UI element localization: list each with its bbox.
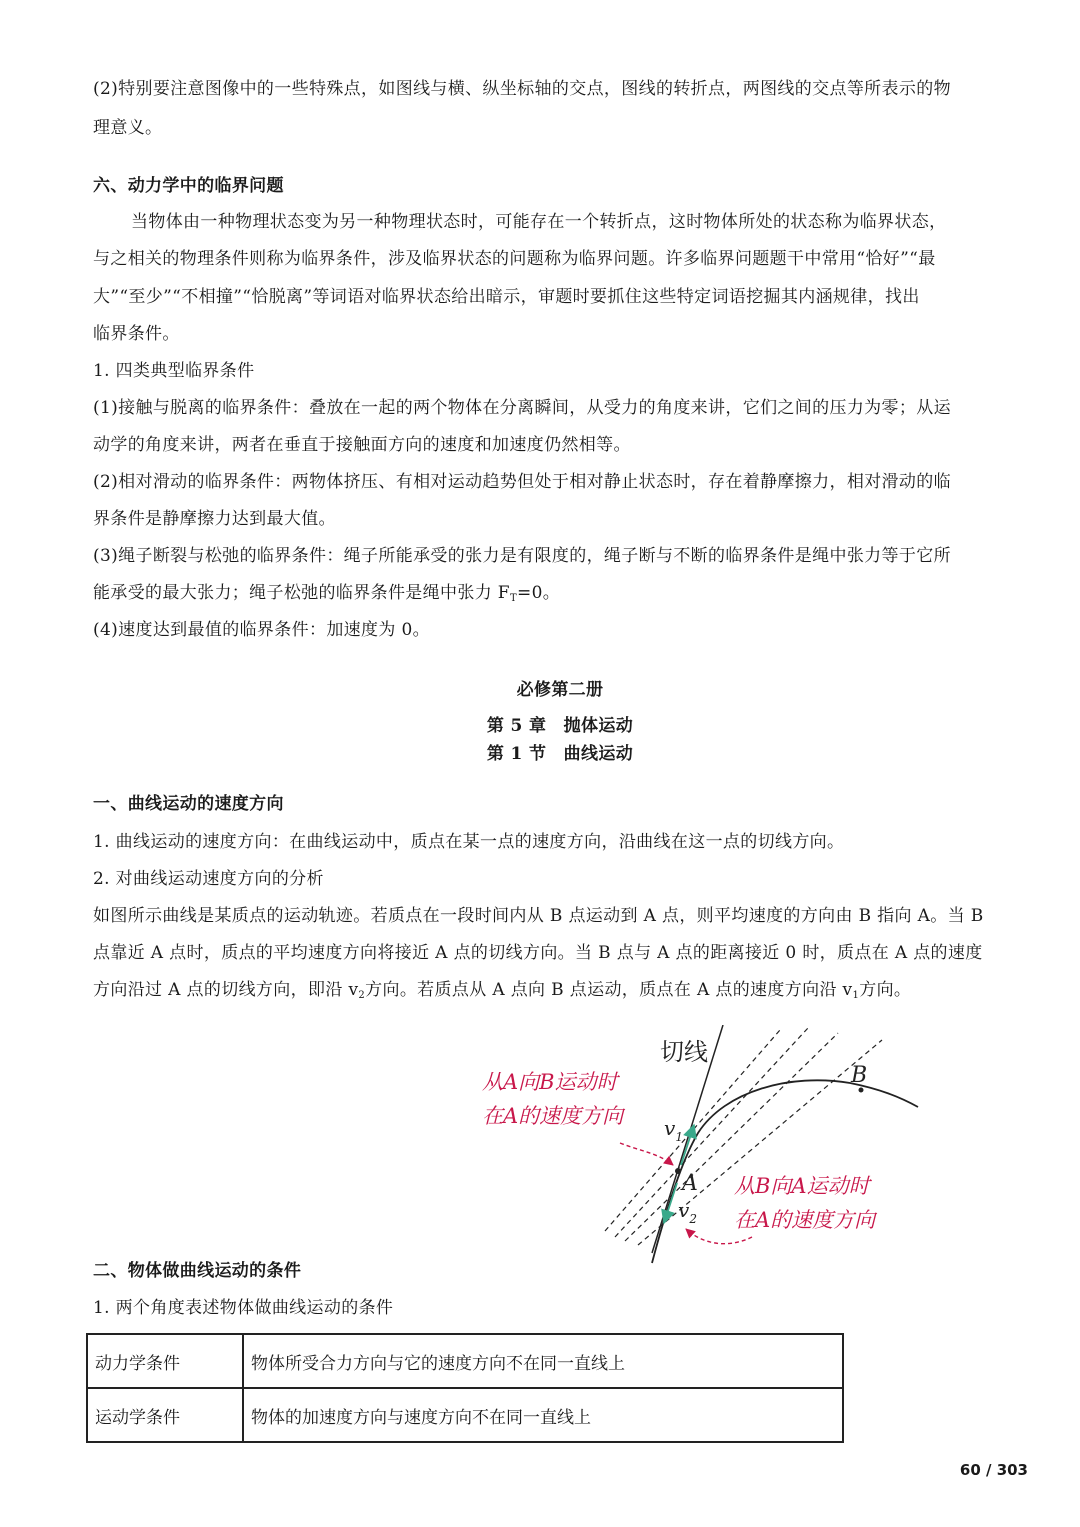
table-cell-label: 动力学条件 (87, 1334, 243, 1388)
list-item: 2. 对曲线运动速度方向的分析 (93, 869, 324, 889)
v1-subscript: 1 (675, 1130, 683, 1144)
subscript: 2 (358, 990, 366, 1001)
paragraph-line: (4)速度达到最值的临界条件：加速度为 0。 (93, 620, 430, 640)
annotation-top-line2: 在A的速度方向 (482, 1104, 624, 1128)
paragraph-line: (3)绳子断裂与松弛的临界条件：绳子所能承受的张力是有限度的，绳子断与不断的临界条件是绳中张力等于它所 (93, 546, 951, 566)
paragraph-line: 大”“至少”“不相撞”“恰脱离”等词语对临界状态给出暗示，审题时要抓住这些特定词语挖掘其内涵规律，找出 (93, 287, 920, 307)
subscript: 1 (852, 990, 860, 1001)
list-item: 1. 四类典型临界条件 (93, 361, 255, 381)
text-run: 能承受的最大张力；绳子松弛的临界条件是绳中张力 F (93, 583, 510, 603)
text-run: 方向沿过 A 点的切线方向，即沿 v (93, 980, 359, 1000)
annotation-bottom-line1: 从B向A运动时 (734, 1174, 870, 1198)
list-item: 1. 曲线运动的速度方向：在曲线运动中，质点在某一点的速度方向，沿曲线在这一点的切线方向。 (93, 832, 845, 852)
subscript: T (509, 593, 517, 604)
annotation-top-line1: 从A向B运动时 (482, 1070, 618, 1094)
point-B (859, 1088, 864, 1093)
v1-symbol: v (664, 1116, 676, 1140)
v2-label (678, 1198, 697, 1226)
page-number: 60 / 303 (959, 1461, 1028, 1479)
v2-arrow (664, 1183, 677, 1223)
paragraph-line: 临界条件。 (93, 324, 180, 344)
table-row (87, 1334, 843, 1388)
section-heading: 二、物体做曲线运动的条件 (93, 1261, 302, 1281)
paragraph-line: 界条件是静摩擦力达到最大值。 (93, 509, 336, 529)
section-title: 第 1 节 曲线运动 (486, 744, 634, 764)
condition-table (86, 1333, 844, 1443)
paragraph-line: 当物体由一种物理状态变为另一种物理状态时，可能存在一个转折点，这时物体所处的状态称为临界状态， (131, 212, 947, 232)
v2-subscript: 2 (689, 1212, 697, 1226)
section-heading: 一、曲线运动的速度方向 (93, 794, 284, 814)
paragraph-line: 点靠近 A 点时，质点的平均速度方向将接近 A 点的切线方向。当 B 点与 A 点的距离接近 0 时，质点在 A 点的速度 (93, 943, 983, 963)
paragraph-line: 理意义。 (93, 118, 163, 138)
point-A (675, 1168, 681, 1174)
point-A-label: A (682, 1171, 698, 1196)
tangent-figure (470, 1025, 950, 1265)
v2-symbol: v (678, 1198, 690, 1222)
annotation-bottom-line2: 在A的速度方向 (734, 1208, 876, 1232)
tangent-label: 切线 (660, 1038, 708, 1066)
paragraph-line: (2)相对滑动的临界条件：两物体挤压、有相对运动趋势但处于相对静止状态时，存在着静摩擦力，相对滑动的临 (93, 472, 951, 492)
paragraph-line: (1)接触与脱离的临界条件：叠放在一起的两个物体在分离瞬间，从受力的角度来讲，它们之间的压力为零；从运 (93, 398, 951, 418)
paragraph-line (93, 979, 1038, 1007)
paragraph-line: 动学的角度来讲，两者在垂直于接触面方向的速度和加速度仍然相等。 (93, 435, 631, 455)
table-cell-content: 物体所受合力方向与它的速度方向不在同一直线上 (243, 1334, 843, 1388)
point-B-label: B (851, 1063, 868, 1088)
table-cell-content: 物体的加速度方向与速度方向不在同一直线上 (243, 1388, 843, 1442)
table-cell-label: 运动学条件 (87, 1388, 243, 1442)
secant-line (615, 1028, 808, 1237)
section-heading: 六、动力学中的临界问题 (93, 176, 284, 196)
v1-label (664, 1116, 683, 1144)
text-run: =0。 (516, 583, 561, 603)
paragraph-line (93, 582, 1038, 610)
paragraph-line: 与之相关的物理条件则称为临界条件，涉及临界状态的问题称为临界问题。许多临界问题题干中常用“恰好”“最 (93, 249, 936, 269)
text-run: 方向。若质点从 A 点向 B 点运动，质点在 A 点的速度方向沿 v (365, 980, 853, 1000)
paragraph-line: 如图所示曲线是某质点的运动轨迹。若质点在一段时间内从 B 点运动到 A 点，则平均速度的方向由 B 指向 A。当 B (93, 906, 984, 926)
text-run: 方向。 (859, 980, 912, 1000)
paragraph-line: (2)特别要注意图像中的一些特殊点，如图线与横、纵坐标轴的交点，图线的转折点，两图线的交点等所表示的物 (93, 79, 951, 99)
table-row (87, 1388, 843, 1442)
list-item: 1. 两个角度表述物体做曲线运动的条件 (93, 1298, 394, 1318)
chapter-title: 第 5 章 抛体运动 (486, 716, 634, 736)
book-title: 必修第二册 (516, 680, 604, 700)
